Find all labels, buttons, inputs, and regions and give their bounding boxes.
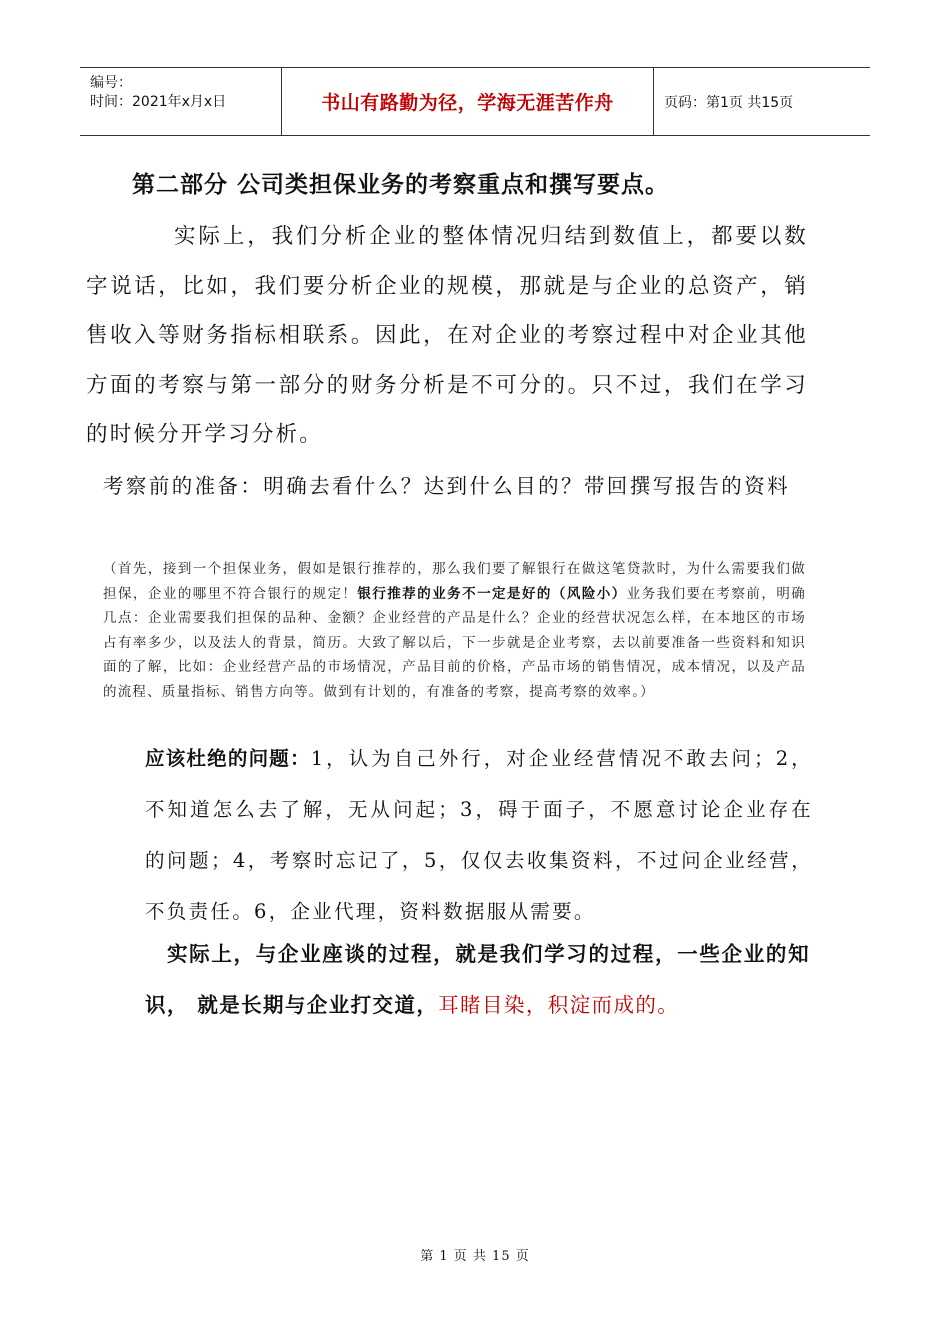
header-meta — [80, 68, 281, 135]
preparation-note — [103, 557, 806, 704]
preparation-heading: 考察前的准备：明确去看什么？达到什么目的？带回撰写报告的资料 — [103, 474, 790, 498]
issues-lead: 应该杜绝的问题： — [145, 747, 311, 770]
header-page-info: 页码：第1页 共15页 — [664, 94, 794, 111]
issues-list-text: 1，认为自己外行，对企业经营情况不敢去问；2，不知道怎么去了解，无从问起；3，碍于面子，不愿意讨论企业存在的问题；4，考察时忘记了，5，仅仅去收集资料，不过问企业经营，不负责任。6，企业代理，资料数据服从需要。 — [145, 747, 813, 923]
note-text-1: （首先，接到一个担保业务，假如是银行推荐的，那么我们要了解银行在做这笔贷款时，为什么需要我们做担保，企业的哪里不符合银行的规定！ — [103, 561, 806, 602]
note-text-2: 业务我们要在考察前，明确几点：企业需要我们担保的品种、金额？企业经营的产品是什么？企业的经营状况怎么样，在本地区的市场占有率多少，以及法人的背景，简历。大致了解以后，下一步就是企业考察，去以前要准备一些资料和知识面的了解，比如：企业经营产品的市场情况，产品目前的价格，产品市场的销售情况，成本情况，以及产品的流程、质量指标、销售方向等。做到有计划的，有准备的考察，提高考察的效率。） — [103, 585, 806, 700]
issues-to-avoid — [145, 733, 813, 937]
section-title: 第二部分 公司类担保业务的考察重点和撰写要点。 — [132, 172, 670, 198]
header-motto: 书山有路勤为径，学海无涯苦作舟 — [281, 68, 654, 135]
closing-paragraph — [145, 929, 810, 1031]
closing-red-text: 耳睹目染，积淀而成的。 — [438, 993, 680, 1017]
document-number-label: 编号： — [90, 75, 132, 91]
note-bold-text: 银行推荐的业务不一定是好的（风险小） — [357, 585, 627, 602]
page-footer: 第 1 页 共 15 页 — [420, 1249, 530, 1264]
intro-paragraph: 实际上，我们分析企业的整体情况归结到数值上，都要以数字说话，比如，我们要分析企业的规模，那就是与企业的总资产，销售收入等财务指标相联系。因此，在对企业的考察过程中对企业其他方面的考察与第一部分的财务分析是不可分的。只不过，我们在学习的时候分开学习分析。 — [86, 224, 808, 447]
closing-text: 实际上，与企业座谈的过程，就是我们学习的过程，一些企业的知识， 就是长期与企业打交道， — [145, 942, 810, 1017]
document-time-label: 时间：2021年x月x日 — [90, 94, 227, 110]
page-header — [80, 67, 870, 136]
